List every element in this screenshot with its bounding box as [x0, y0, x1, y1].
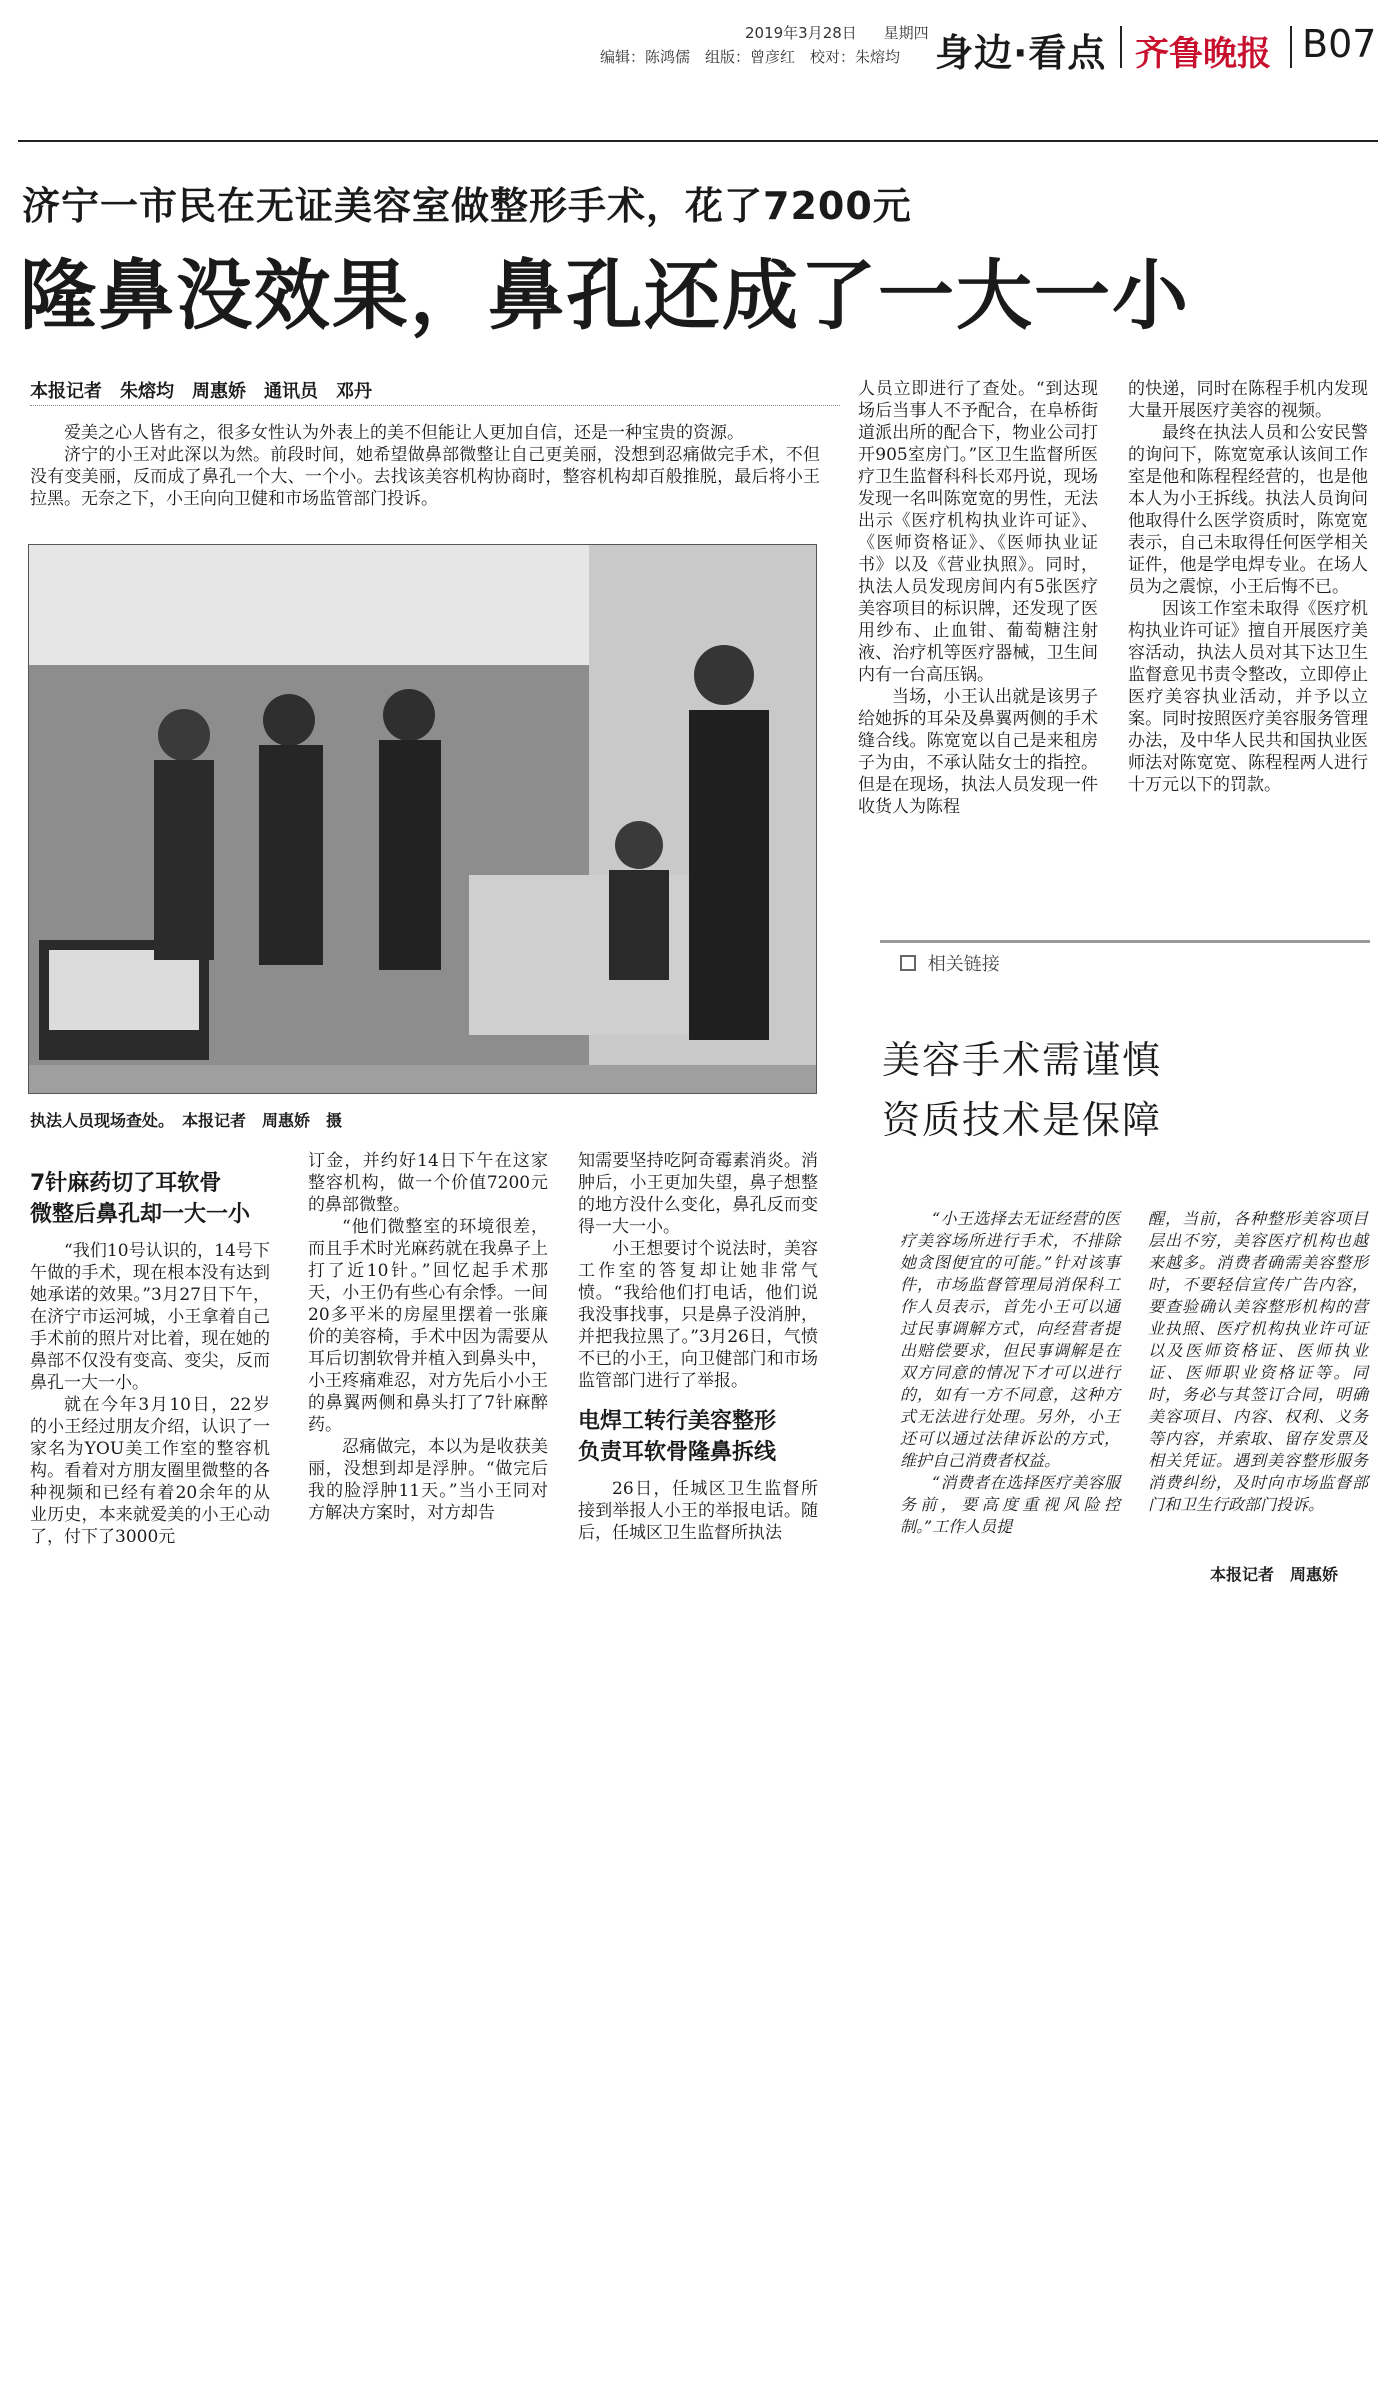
subhead-2-line-1: 电焊工转行美容整形	[578, 1409, 777, 1434]
photo-scene	[29, 545, 816, 1093]
masthead-rule	[18, 140, 1378, 142]
sidebar-signature: 本报记者 周惠娇	[1210, 1565, 1339, 1584]
body-column-1	[30, 1168, 270, 1548]
col5-paragraph-2: 因该工作室未取得《医疗机构执业许可证》擅自开展医疗美容活动，执法人员对其下达卫生监督意见书责令整改，立即停止医疗美容执业活动，并予以立案。同时按照医疗美容服务管理办法，及中华人民共和国执业医师法对陈宽宽、陈程程两人进行十万元以下的罚款。	[1128, 599, 1368, 795]
page-number: B07	[1302, 22, 1377, 66]
sidebar-column-a	[900, 1208, 1120, 1538]
article-headline: 隆鼻没效果，鼻孔还成了一大一小	[20, 251, 1190, 340]
lead-paragraph-2: 济宁的小王对此深以为然。前段时间，她希望做鼻部微整让自己更美丽，没想到忍痛做完手术，不但没有变美丽，反而成了鼻孔一个大、一个小。去找该美容机构协商时，整容机构却百般推脱，最后将小王拉黑。无奈之下，小王向向卫健和市场监管部门投诉。	[30, 445, 820, 509]
sidebar-a-paragraph-2: “消费者在选择医疗美容服务前，要高度重视风险控制。”工作人员提	[900, 1473, 1120, 1536]
header-divider-1	[1120, 26, 1122, 68]
box-icon	[900, 955, 916, 971]
col4-paragraph-1: 当场，小王认出就是该男子给她拆的耳朵及鼻翼两侧的手术缝合线。陈宽宽以自己是来租房子为由，不承认陆女士的指控。但是在现场，执法人员发现一件收货人为陈程	[858, 687, 1098, 817]
article-subtitle: 济宁一市民在无证美容室做整形手术，花了7200元	[22, 184, 912, 228]
sidebar-column-b	[1148, 1208, 1368, 1516]
lead-paragraphs	[30, 422, 820, 510]
lead-paragraph-1: 爱美之心人皆有之，很多女性认为外表上的美不但能让人更加自信，还是一种宝贵的资源。	[64, 423, 744, 443]
sidebar-a-paragraph-1: “小王选择去无证经营的医疗美容场所进行手术，不排除她贪图便宜的可能。”针对该事件，市场监督管理局消保科工作人员表示，首先小王可以通过民事调解方式，向经营者提出赔偿要求，但民事调解是在双方同意的情况下才可以进行的，如有一方不同意，这种方式无法进行处理。另外，小王还可以通过法律诉讼的方式，维护自己消费者权益。	[900, 1209, 1120, 1470]
sidebar-title	[882, 1030, 1162, 1150]
photo-caption: 执法人员现场查处。 本报记者 周惠娇 摄	[30, 1111, 343, 1130]
sidebar-title-line-2: 资质技术是保障	[882, 1098, 1163, 1142]
section-subhead-2	[578, 1406, 818, 1468]
date-text: 2019年3月28日	[745, 24, 857, 42]
col3-paragraph-1: 小王想要讨个说法时，美容工作室的答复却让她非常气愤。“我给他们打电话，他们说我没事找事，只是鼻子没消肿，并把我拉黑了。”3月26日，气愤不已的小王，向卫健部门和市场监管部门进行了举报。	[578, 1239, 818, 1391]
body-column-5	[1128, 378, 1368, 796]
sidebar-title-line-1: 美容手术需谨慎	[882, 1038, 1163, 1082]
related-link-tag	[900, 950, 1000, 976]
weekday-text: 星期四	[883, 24, 929, 42]
related-link-label: 相关链接	[927, 954, 1000, 975]
col2-paragraph-1: “他们微整室的环境很差，而且手术时光麻药就在我鼻子上打了近10针。”回忆起手术那天，小王仍有些心有余悸。一间20多平米的房屋里摆着一张廉价的美容椅，手术中因为需要从耳后切割软骨并植入到鼻头中，小王疼痛难忍，对方先后小小王的鼻翼两侧和鼻头打了7针麻醉药。	[308, 1217, 548, 1435]
col1-paragraph-1: “我们10号认识的，14号下午做的手术，现在根本没有达到她承诺的效果。”3月27日下午，在济宁市运河城，小王拿着自己手术前的照片对比着，现在她的鼻部不仅没有变高、变尖，反而鼻孔一大一小。	[30, 1241, 270, 1393]
header-divider-2	[1290, 26, 1292, 68]
col1-paragraph-2: 就在今年3月10日，22岁的小王经过朋友介绍，认识了一家名为YOU美工作室的整容机构。看着对方朋友圈里微整的各种视频和已经有着20余年的从业历史，本来就爱美的小王心动了，付下了3000元	[30, 1395, 270, 1547]
col3-paragraph-2: 26日，任城区卫生监督所接到举报人小王的举报电话。随后，任城区卫生监督所执法	[578, 1479, 818, 1543]
col5-paragraph-1: 最终在执法人员和公安民警的询问下，陈宽宽承认该间工作室是他和陈程程经营的，也是他本人为小王拆线。执法人员询问他取得什么医学资质时，陈宽宽表示，自己未取得任何医学相关证件，他是学电焊专业。在场人员为之震惊，小王后悔不已。	[1128, 423, 1368, 597]
section-subhead-1	[30, 1168, 270, 1230]
col4-continued: 人员立即进行了查处。“到达现场后当事人不予配合，在阜桥街道派出所的配合下，物业公司打开905室房门。”区卫生监督所医疗卫生监督科科长邓丹说，现场发现一名叫陈宽宽的男性，无法出示《医疗机构执业许可证》、《医师资格证》、《医师执业证书》以及《营业执照》。同时，执法人员发现房间内有5张医疗美容项目的标识牌，还发现了医用纱布、止血钳、葡萄糖注射液、治疗机等医疗器械，卫生间内有一台高压锅。	[858, 379, 1098, 685]
body-column-4	[858, 378, 1098, 818]
body-column-3	[578, 1150, 818, 1544]
body-column-2	[308, 1150, 548, 1524]
byline-divider	[30, 405, 840, 406]
newspaper-logo: 齐鲁晚报	[1135, 34, 1271, 74]
subhead-2-line-2: 负责耳软骨隆鼻拆线	[578, 1440, 777, 1465]
editors-line: 编辑：陈鸿儒 组版：曾彦红 校对：朱熔均	[600, 48, 901, 66]
section-name: 身边·看点	[935, 31, 1107, 75]
issue-date	[745, 22, 929, 43]
related-divider	[880, 940, 1370, 943]
sidebar-b-paragraph-1: 醒，当前，各种整形美容项目层出不穷，美容医疗机构也越来越多。消费者确需美容整形时，不要轻信宣传广告内容，要查验确认美容整形机构的营业执照、医疗机构执业许可证以及医师资格证、医师执业证、医师职业资格证等。同时，务必与其签订合同，明确美容项目、内容、权利、义务等内容，并索取、留存发票及相关凭证。遇到美容整形服务消费纠纷，及时向市场监督部门和卫生行政部门投诉。	[1148, 1209, 1368, 1514]
col2-paragraph-2: 忍痛做完，本以为是收获美丽，没想到却是浮肿。“做完后我的脸浮肿11天。”当小王同对方解决方案时，对方却告	[308, 1437, 548, 1523]
col5-continued: 的快递，同时在陈程手机内发现大量开展医疗美容的视频。	[1128, 379, 1368, 421]
subhead-1-line-1: 7针麻药切了耳软骨	[30, 1171, 222, 1196]
col2-continued: 订金，并约好14日下午在这家整容机构，做一个价值7200元的鼻部微整。	[308, 1151, 548, 1215]
col3-continued: 知需要坚持吃阿奇霉素消炎。消肿后，小王更加失望，鼻子想整的地方没什么变化，鼻孔反而变得一大一小。	[578, 1151, 818, 1237]
news-photo	[28, 544, 817, 1094]
subhead-1-line-2: 微整后鼻孔却一大一小	[30, 1202, 251, 1227]
byline: 本报记者 朱熔均 周惠娇 通讯员 邓丹	[30, 381, 372, 402]
